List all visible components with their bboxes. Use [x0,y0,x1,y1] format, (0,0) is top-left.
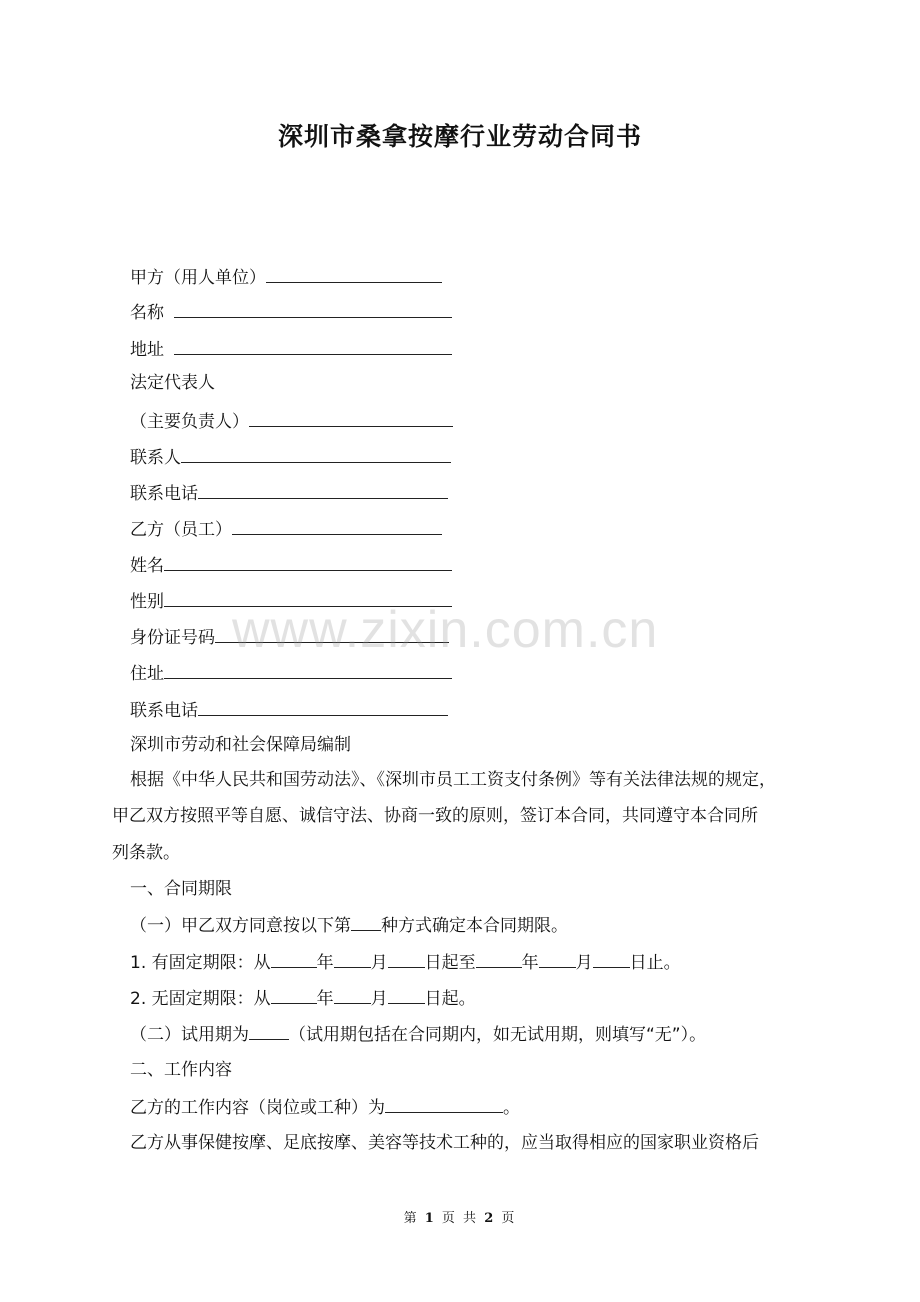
footer-page-number: 1 [424,1211,436,1226]
fixed-start-month-blank[interactable] [334,951,371,968]
contact-field [130,445,451,469]
year-label: 年 [316,989,334,1009]
qualification-line: 乙方从事保健按摩、足底按摩、美容等技术工种的，应当取得相应的国家职业资格后 [130,1133,759,1153]
footer-page-label: 第 [403,1211,419,1226]
name-field [130,300,452,324]
residence-field [130,661,452,685]
address-field [130,337,452,361]
probation-blank[interactable] [249,1023,289,1040]
legal-rep-label: 法定代表人 [130,373,215,393]
nonfixed-year-blank[interactable] [271,987,317,1004]
month-label: 月 [370,989,388,1009]
start-label: 日起。 [424,989,476,1009]
from-label: 日起至 [424,953,476,973]
party-a-field [130,265,442,289]
compiler-note: 深圳市劳动和社会保障局编制 [130,735,351,755]
non-fixed-pre: 2. 无固定期限：从 [130,989,271,1009]
address-label: 地址 [130,340,164,360]
document-title: 深圳市桑拿按摩行业劳动合同书 [277,122,642,151]
fixed-start-year-blank[interactable] [271,951,317,968]
contact-phone-b-blank[interactable] [198,698,448,716]
party-b-field [130,517,442,541]
watermark-text: www.zixin.com.cn [232,601,659,659]
fixed-term-line [130,951,681,974]
contact-label: 联系人 [130,448,181,468]
residence-blank[interactable] [164,661,452,679]
preamble-line-3: 列条款。 [112,843,180,863]
name-blank[interactable] [174,300,452,318]
term-method-pre: （一）甲乙双方同意按以下第 [130,916,351,936]
preamble-line-1: 根据《中华人民共和国劳动法》、《深圳市员工工资支付条例》等有关法律法规的规定， [130,770,776,790]
full-name-label: 姓名 [130,556,164,576]
footer-total-pages: 2 [484,1211,496,1226]
fixed-end-year-blank[interactable] [476,951,522,968]
address-blank[interactable] [174,337,452,355]
term-method-blank[interactable] [351,914,381,931]
full-name-field [130,553,452,577]
id-number-label: 身份证号码 [130,628,215,648]
fixed-end-month-blank[interactable] [539,951,576,968]
gender-label: 性别 [130,592,164,612]
nonfixed-day-blank[interactable] [388,987,425,1004]
contact-phone-b-label: 联系电话 [130,701,198,721]
footer-page-of: 页 共 [441,1211,479,1226]
probation-pre: （二）试用期为 [130,1025,249,1045]
section-1-heading: 一、合同期限 [130,879,232,899]
term-method-post: 种方式确定本合同期限。 [381,916,568,936]
principal-label: （主要负责人） [130,412,249,432]
work-content-line [130,1096,520,1119]
non-fixed-term-line [130,987,476,1010]
section-2-heading: 二、工作内容 [130,1060,232,1080]
contact-phone-b-field [130,698,448,722]
principal-field [130,409,453,433]
fixed-start-day-blank[interactable] [388,951,425,968]
full-name-blank[interactable] [164,553,452,571]
preamble-line-2: 甲乙双方按照平等自愿、诚信守法、协商一致的原则，签订本合同，共同遵守本合同所 [112,806,758,826]
year-label: 年 [521,953,539,973]
residence-label: 住址 [130,664,164,684]
contact-phone-field [130,481,448,505]
until-label: 日止。 [629,953,681,973]
work-content-blank[interactable] [385,1096,503,1113]
nonfixed-month-blank[interactable] [334,987,371,1004]
footer-page-suffix: 页 [501,1211,517,1226]
month-label: 月 [575,953,593,973]
work-content-pre: 乙方的工作内容（岗位或工种）为 [130,1098,385,1118]
fixed-term-pre: 1. 有固定期限：从 [130,953,271,973]
month-label: 月 [370,953,388,973]
page-footer [0,1207,920,1226]
term-method-line [130,914,568,937]
work-content-post: 。 [503,1098,520,1118]
contact-phone-label: 联系电话 [130,484,198,504]
party-b-label: 乙方（员工） [130,520,232,540]
probation-post: （试用期包括在合同期内，如无试用期，则填写“无”）。 [289,1025,707,1045]
party-b-blank[interactable] [232,517,442,535]
principal-blank[interactable] [249,409,453,427]
party-a-label: 甲方（用人单位） [130,268,266,288]
legal-rep-field [130,372,215,394]
name-label: 名称 [130,303,164,323]
contact-blank[interactable] [181,445,451,463]
fixed-end-day-blank[interactable] [593,951,630,968]
contact-phone-blank[interactable] [198,481,448,499]
party-a-blank[interactable] [266,265,442,283]
probation-line [130,1023,706,1046]
year-label: 年 [316,953,334,973]
